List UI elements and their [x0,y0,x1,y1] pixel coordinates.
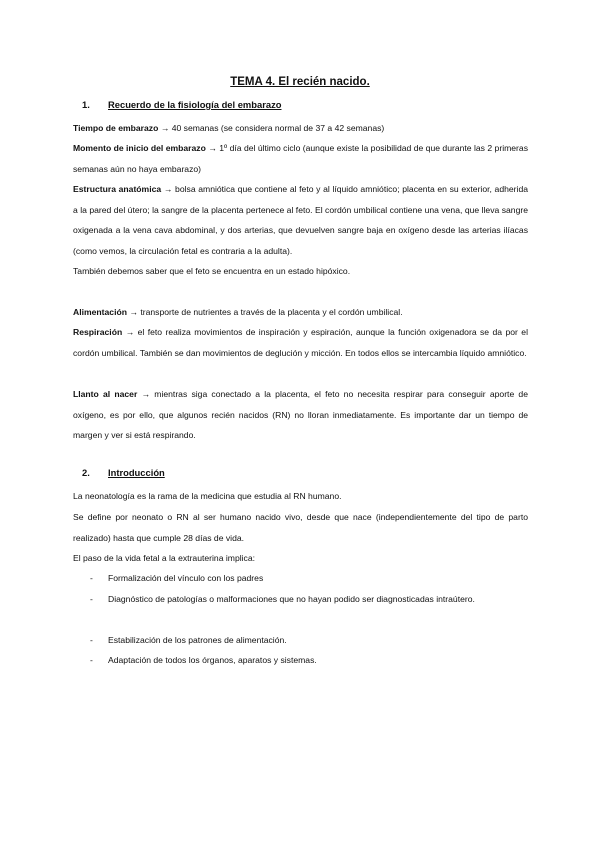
list-item [90,589,528,610]
paragraph-text: Se define por neonato o RN al ser humano nacido vivo, desde que nace (independientemente del tipo de parto realizado) hasta que cumple 28 días de vida. [73,512,528,543]
paragraph-text: La neonatología es la rama de la medicina que estudia al RN humano. [73,491,342,501]
document-title: TEMA 4. El recién nacido. [230,76,370,88]
paragraph-label: Respiración [73,327,123,337]
list-dash: - [90,655,93,665]
paragraph-label: Momento de inicio del embarazo [73,143,206,153]
paragraph [73,384,528,446]
section-heading [82,99,281,110]
paragraph-label: Llanto al nacer [73,389,138,399]
list-dash: - [90,594,93,604]
section-number: 1. [82,99,90,110]
paragraph-text: → 40 semanas (se considera normal de 37 a 42 semanas) [158,123,385,133]
paragraph-text: → 1º día del último ciclo (aunque existe la posibilidad de que durante las 2 primeras semanas aún no haya embarazo) [73,143,528,174]
list-item-text: Adaptación de todos los órganos, aparatos y sistemas. [108,655,317,665]
paragraph [73,118,528,139]
paragraph-text: También debemos saber que el feto se encuentra en un estado hipóxico. [73,266,351,276]
section-title: Introducción [108,467,165,478]
paragraph [73,138,528,179]
list-item-text: Diagnóstico de patologías o malformaciones que no hayan podido ser diagnosticadas intraútero. [108,594,475,604]
paragraph-label: Alimentación [73,307,127,317]
paragraph [73,261,528,282]
paragraph-label: Tiempo de embarazo [73,123,159,133]
paragraph [73,302,528,323]
section-number: 2. [82,467,90,478]
paragraph [73,179,528,261]
paragraph-text: → transporte de nutrientes a través de la placenta y el cordón umbilical. [126,307,403,317]
list-item [90,568,528,589]
list-dash: - [90,573,93,583]
list-dash: - [90,635,93,645]
paragraph-label: Estructura anatómica [73,184,162,194]
list-item-text: Estabilización de los patrones de alimentación. [108,635,287,645]
list-item [90,630,528,651]
list-item [90,650,528,671]
paragraph-text: → el feto realiza movimientos de inspiración y espiración, aunque la función oxigenadora se da por el cordón umbilical. También se dan movimientos de deglución y micción. En todos ellos se intercambia líquido amniótico. [73,327,528,358]
paragraph-text: → bolsa amniótica que contiene al feto y al líquido amniótico; placenta en su exterior, adherida a la pared del útero; la sangre de la placenta pertenece al feto. El cordón umbilical contiene una vena, que lleva sangre oxigenada a la vena cava abdominal, y dos arterias, que devuelven sangre baja en oxígeno desde las arterias ilíacas (como vemos, la circulación fetal es contraria a la adulta). [73,184,528,256]
section-title: Recuerdo de la fisiología del embarazo [108,99,282,110]
paragraph [73,507,528,548]
paragraph [73,322,528,363]
section-heading [82,467,165,478]
paragraph [73,548,528,569]
paragraph [73,486,528,507]
paragraph-text: El paso de la vida fetal a la extrauterina implica: [73,553,256,563]
list-item-text: Formalización del vínculo con los padres [108,573,264,583]
paragraph-text: → mientras siga conectado a la placenta, el feto no necesita respirar para conseguir aporte de oxígeno, es por ello, que algunos recién nacidos (RN) no lloran inmediatamente. Es importante dar un tiempo de margen y ver si está respirando. [73,389,528,440]
